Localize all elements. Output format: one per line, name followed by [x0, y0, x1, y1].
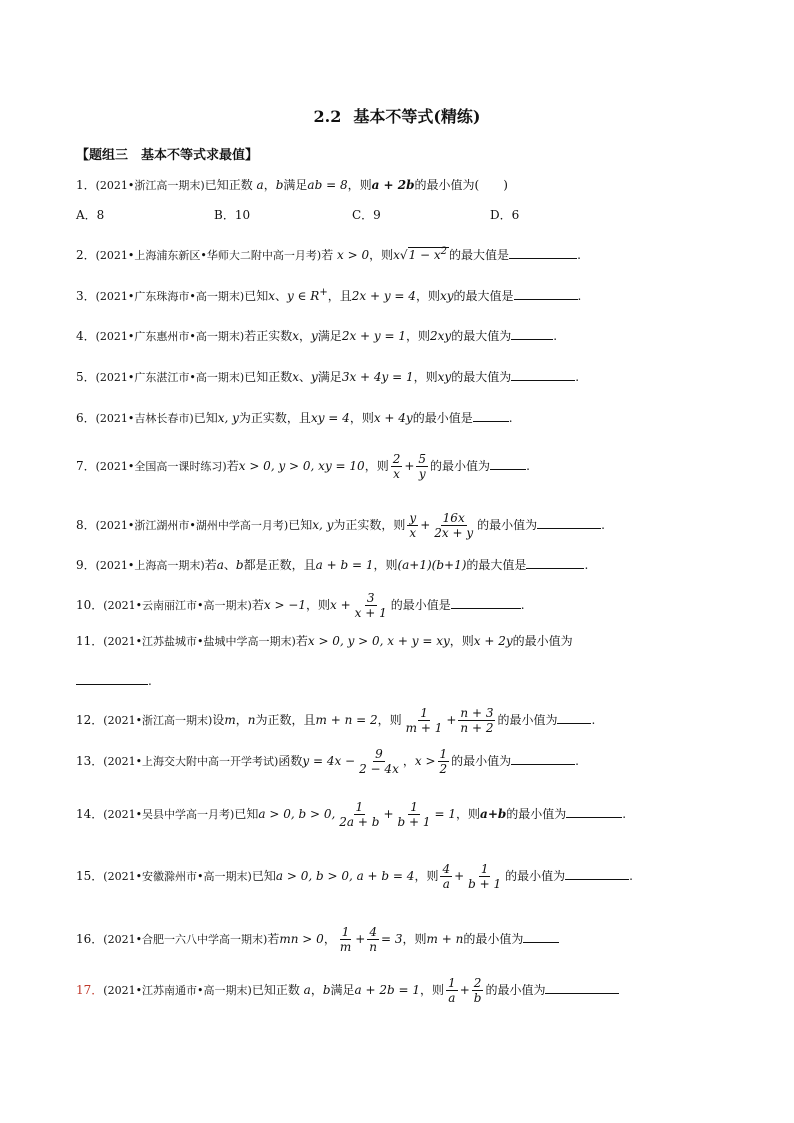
text-f1n: y	[409, 511, 417, 525]
fraction	[407, 511, 418, 540]
text-pre: 设	[212, 713, 225, 727]
text-period: .	[584, 558, 589, 572]
text-post: ，则	[413, 370, 438, 384]
text-post: ，则	[306, 598, 331, 612]
text-end: 的最小值是	[390, 598, 451, 612]
text-num: 14．	[76, 807, 104, 821]
text-post: ，则	[349, 411, 374, 425]
text-f1n: 2	[392, 452, 401, 466]
text-num: 7．	[76, 459, 96, 473]
text-pre: 若	[267, 932, 280, 946]
text-pre: 已知正数	[204, 178, 257, 192]
text-lead: x +	[330, 598, 351, 612]
text-vars: x, y	[312, 518, 334, 532]
text-src: (2021•江苏南通市•高一期末)	[103, 984, 252, 997]
text-num: 6．	[76, 411, 96, 425]
text-pre: 已知正数	[244, 370, 293, 384]
text-mid: 为正实数，且	[238, 411, 311, 425]
text-sep: ，	[310, 983, 323, 997]
text-lead2: x >	[414, 754, 436, 768]
text-end: 的最大值为	[451, 370, 512, 384]
answer-blank	[557, 711, 591, 724]
question-11-answer	[76, 672, 726, 689]
text-num: 16．	[76, 932, 104, 946]
text-b: b	[275, 178, 284, 192]
fraction	[404, 706, 445, 735]
text-period: .	[148, 674, 152, 688]
text-end: 的最小值为	[505, 869, 566, 883]
text-b: b	[322, 983, 331, 997]
text-pre: 已知	[234, 807, 259, 821]
text-expr: a + b = 1	[315, 558, 374, 572]
text-vars: x, y	[217, 411, 239, 425]
text-f2n: n + 3	[460, 706, 494, 720]
fraction	[367, 925, 379, 954]
text-expr2: 2x + y = 4	[351, 289, 416, 303]
text-end: 的最小值是	[412, 411, 473, 425]
text-period: .	[553, 329, 558, 343]
text-period: .	[575, 370, 580, 384]
question-2: 2．(2021•上海浦东新区•华师大二附中高一月考)若 x > 0，则$x√1 - x^2$ 的最大值是 .	[76, 246, 581, 262]
text-src: (2021•合肥一六八中学高一期末)	[103, 933, 268, 946]
text-period: .	[575, 754, 579, 768]
text-post: ，则	[449, 634, 474, 648]
text-sup: +	[319, 287, 328, 298]
text-f1d: m	[339, 940, 352, 954]
text-x: x	[393, 248, 400, 262]
text-expr: ab = 8	[307, 178, 348, 192]
text-pre: 若	[295, 634, 308, 648]
fraction	[338, 925, 353, 954]
text-f1d: x + 1	[354, 606, 387, 620]
text-period: .	[577, 289, 582, 303]
text-num: 12．	[76, 713, 104, 727]
text-num: 15．	[76, 869, 104, 883]
text-plus: +	[459, 983, 470, 997]
question-16	[76, 925, 726, 954]
fraction	[472, 976, 484, 1005]
text-f1n: 1	[420, 706, 428, 720]
text-sep: 、	[275, 289, 288, 303]
text-plus: +	[446, 713, 457, 727]
answer-blank	[511, 368, 575, 381]
text-end: 的最小值为	[512, 634, 573, 648]
text-f1d: x	[409, 526, 417, 540]
answer-blank	[566, 805, 622, 818]
text-src: (2021•安徽滁州市•高一期末)	[103, 870, 252, 883]
text-post: ，且	[327, 289, 352, 303]
text-num: 3．	[76, 289, 96, 303]
text-expr: m + n = 2	[315, 713, 378, 727]
text-post: ，则	[347, 178, 372, 192]
text-pre: 若	[204, 558, 217, 572]
text-f2n: 2	[473, 976, 482, 990]
text-f2n: 1	[410, 800, 418, 814]
text-f2d: b	[473, 991, 482, 1005]
question-7	[76, 452, 726, 481]
question-11	[76, 633, 726, 650]
text-post: ，则	[414, 869, 439, 883]
group-heading: 【题组三 基本不等式求最值】	[76, 148, 259, 163]
text-expr2: a+b	[480, 807, 507, 821]
text-src: (2021•广东惠州市•高一期末)	[95, 330, 245, 343]
section-title: 基本不等式(精练)	[353, 107, 481, 126]
fraction	[337, 800, 381, 829]
question-15	[76, 862, 726, 891]
text-a: a	[303, 983, 311, 997]
text-expr: 3x + 4y = 1	[341, 370, 414, 384]
text-period: .	[629, 869, 633, 883]
text-src: (2021•云南丽江市•高一期末)	[103, 599, 252, 612]
question-3	[76, 285, 726, 305]
text-end: 的最大值为	[451, 329, 512, 343]
text-num: 9．	[76, 558, 96, 572]
text-plus: +	[383, 807, 394, 821]
text-expr: mn > 0	[279, 932, 324, 946]
text-sep: 、	[223, 558, 236, 572]
text-pre: 若	[321, 248, 338, 262]
text-pre: 已知	[193, 411, 218, 425]
text-end: 的最小值为	[485, 983, 546, 997]
text-period: .	[508, 411, 513, 425]
answer-blank	[545, 981, 619, 994]
question-8	[76, 511, 726, 540]
text-n: n	[247, 713, 256, 727]
question-6	[76, 409, 726, 427]
text-expr: 2x + y = 1	[341, 329, 406, 343]
question-5	[76, 368, 726, 386]
text-f1d: a	[442, 877, 450, 891]
text-m: m	[224, 713, 236, 727]
text-f2d: 2	[439, 762, 448, 776]
text-plus: +	[355, 932, 366, 946]
text-sep: 、	[299, 370, 312, 384]
fraction	[391, 452, 403, 481]
text-sep: ，	[235, 713, 248, 727]
text-mid: 满足	[317, 370, 342, 384]
text-f1d: a	[448, 991, 456, 1005]
text-pre: 已知	[251, 869, 276, 883]
text-post: ，则	[364, 459, 389, 473]
text-end: 的最小值为	[497, 713, 558, 727]
text-pre: 已知	[288, 518, 313, 532]
text-sep: ，	[402, 754, 415, 768]
text-period: .	[577, 248, 581, 262]
text-plus: +	[404, 459, 415, 473]
text-src: (2021•吴县中学高一月考)	[103, 808, 235, 821]
text-mid: 为正实数，则	[333, 518, 406, 532]
text-end: 的最小值为	[451, 754, 512, 768]
text-f1d: x	[393, 467, 400, 481]
answer-blank	[523, 930, 559, 943]
answer-blank	[526, 556, 584, 569]
text-sup: 2	[440, 246, 448, 257]
text-lead: y = 4x −	[302, 754, 356, 768]
text-src: (2021•浙江湖州市•湖州中学高一月考)	[95, 519, 289, 532]
answer-blank	[509, 246, 577, 259]
text-x: x	[292, 329, 299, 343]
option-c: C．9	[352, 208, 381, 222]
text-num: 13．	[76, 754, 104, 768]
text-expr: xy = 4	[310, 411, 350, 425]
text-period: .	[520, 598, 525, 612]
text-f2d: b + 1	[468, 877, 502, 891]
question-1-options	[76, 207, 726, 223]
text-num: 1．	[76, 178, 96, 192]
answer-blank	[473, 409, 509, 422]
fraction	[353, 591, 389, 620]
text-a: a	[256, 178, 264, 192]
fraction	[458, 706, 495, 735]
text-expr: a + 2b = 1	[354, 983, 421, 997]
question-17	[76, 976, 726, 1005]
text-src: (2021•上海交大附中高一开学考试)	[103, 755, 279, 768]
option-a: A．8	[76, 208, 105, 222]
text-f1d: 2a + b	[339, 815, 380, 829]
text-period: .	[601, 518, 605, 532]
text-src: (2021•浙江高一期末)	[95, 179, 205, 192]
text-f1d: m + 1	[405, 721, 443, 735]
page-title	[0, 104, 794, 127]
answer-blank	[76, 672, 148, 685]
text-sep: ，	[299, 329, 312, 343]
text-post: ，则	[369, 248, 394, 262]
answer-blank	[565, 867, 629, 880]
text-post: ，则	[420, 983, 445, 997]
text-pre: 若	[251, 598, 264, 612]
text-end: 的最大值是	[453, 289, 514, 303]
text-lead: a > 0, b > 0,	[258, 807, 336, 821]
text-expr2: x + 2y	[473, 634, 513, 648]
text-plus: +	[454, 869, 465, 883]
text-f2n: 16x	[442, 511, 465, 525]
text-src: (2021•全国高一课时练习)	[95, 460, 227, 473]
text-expr2: x + 4y	[373, 411, 413, 425]
answer-blank	[451, 596, 521, 609]
question-12	[76, 706, 726, 735]
text-post: ，则	[456, 807, 481, 821]
text-x: x	[292, 370, 299, 384]
text-expr: a > 0, b > 0, a + b = 4	[275, 869, 415, 883]
section-number: 2.2	[313, 107, 342, 126]
text-end: 的最小值为	[430, 459, 491, 473]
text-post: ，则	[377, 713, 402, 727]
text-end: 的最小值为( )	[414, 178, 508, 192]
text-x: x	[268, 289, 275, 303]
question-9	[76, 556, 726, 574]
text-num: 17．	[76, 983, 104, 997]
text-f2n: 1	[439, 747, 448, 761]
text-f1n: 3	[366, 591, 375, 605]
text-pre: 已知	[244, 289, 269, 303]
text-end: 的最小值为	[463, 932, 524, 946]
text-f2d: n + 2	[460, 721, 494, 735]
text-f1n: 9	[375, 747, 383, 761]
text-src: (2021•上海浦东新区•华师大二附中高一月考)	[95, 249, 322, 262]
text-src: (2021•广东湛江市•高一期末)	[95, 371, 245, 384]
text-pre: 若正实数	[244, 329, 293, 343]
fraction	[466, 862, 503, 891]
question-4	[76, 327, 726, 345]
text-plus: +	[420, 518, 431, 532]
text-end: 的最小值为	[506, 807, 567, 821]
text-expr3: xy	[439, 289, 454, 303]
text-pre: 函数	[278, 754, 303, 768]
text-num: 11．	[76, 634, 104, 648]
text-expr2: m + n	[426, 932, 464, 946]
text-eq: = 3	[381, 932, 403, 946]
text-f1n: 1	[448, 976, 456, 990]
text-f1n: 1	[341, 925, 350, 939]
text-expr: x > 0, y > 0, x + y = xy	[307, 634, 450, 648]
text-end: 的最小值为	[477, 518, 538, 532]
text-expr: x > 0, y > 0, xy = 10	[238, 459, 365, 473]
question-10	[76, 591, 726, 620]
text-f1n: 1	[355, 800, 364, 814]
text-end: 的最大值是	[449, 248, 510, 262]
text-expr2: xy	[437, 370, 452, 384]
text-num: 10．	[76, 598, 104, 612]
text-num: 4．	[76, 329, 96, 343]
text-expr: x > 0	[337, 248, 370, 262]
text-f1d: 2 − 4x	[359, 762, 399, 776]
text-period: .	[591, 713, 596, 727]
text-eq: = 1	[434, 807, 457, 821]
fraction	[416, 452, 428, 481]
text-post: ，则	[373, 558, 398, 572]
text-period: .	[526, 459, 530, 473]
text-end: 的最大值是	[466, 558, 527, 572]
answer-blank	[537, 516, 601, 529]
text-a: a	[216, 558, 224, 572]
text-f2d: 2x + y	[434, 526, 474, 540]
text-src: (2021•吉林长春市)	[95, 412, 194, 425]
text-expr2: a + 2b	[371, 178, 415, 192]
text-f2n: 5	[418, 452, 427, 466]
text-f1n: 4	[442, 862, 451, 876]
text-b: b	[235, 558, 244, 572]
text-expr2: (a+1)(b+1)	[397, 558, 467, 572]
text-mid: 满足	[330, 983, 355, 997]
fraction	[438, 747, 450, 776]
text-post: ，	[323, 932, 336, 946]
text-f2d: y	[418, 467, 426, 481]
text-expr2: 2xy	[430, 329, 452, 343]
text-expr: x > −1	[263, 598, 306, 612]
text-y: y	[311, 329, 318, 343]
text-pre: 若	[226, 459, 239, 473]
option-d: D．6	[490, 208, 520, 222]
question-14	[76, 800, 726, 829]
answer-blank	[511, 327, 553, 340]
option-b: B．10	[214, 208, 251, 222]
text-num: 5．	[76, 370, 96, 384]
text-src: (2021•浙江高一期末)	[103, 714, 213, 727]
text-post2: ，则	[415, 289, 440, 303]
text-num: 8．	[76, 518, 96, 532]
text-y: y	[311, 370, 318, 384]
text-mid: 满足	[317, 329, 342, 343]
text-pre: 已知正数	[251, 983, 304, 997]
text-rad: 1 − x	[408, 248, 441, 262]
text-sep: ，	[263, 178, 276, 192]
text-post: ，则	[406, 329, 431, 343]
fraction	[440, 862, 452, 891]
text-mid: 都是正数，且	[243, 558, 316, 572]
answer-blank	[511, 752, 575, 765]
fraction	[396, 800, 433, 829]
fraction	[432, 511, 475, 540]
text-post2: ，则	[402, 932, 427, 946]
text-src: (2021•上海高一期末)	[95, 559, 205, 572]
text-expr: y ∈ R	[287, 289, 320, 303]
fraction	[446, 976, 458, 1005]
question-13	[76, 747, 726, 776]
answer-blank	[490, 457, 526, 470]
text-period: .	[622, 807, 627, 821]
answer-blank	[514, 287, 578, 300]
text-f2d: n	[369, 940, 378, 954]
text-mid: 满足	[283, 178, 308, 192]
text-src: (2021•广东珠海市•高一期末)	[95, 290, 245, 303]
text-f2n: 4	[369, 925, 377, 939]
text-mid: 为正数，且	[255, 713, 316, 727]
text-src: (2021•江苏盐城市•盐城中学高一期末)	[103, 635, 296, 648]
text-f2n: 1	[480, 862, 489, 876]
question-1	[76, 177, 726, 194]
text-f2d: b + 1	[397, 815, 431, 829]
fraction	[357, 747, 401, 776]
text-num: 2．	[76, 248, 96, 262]
